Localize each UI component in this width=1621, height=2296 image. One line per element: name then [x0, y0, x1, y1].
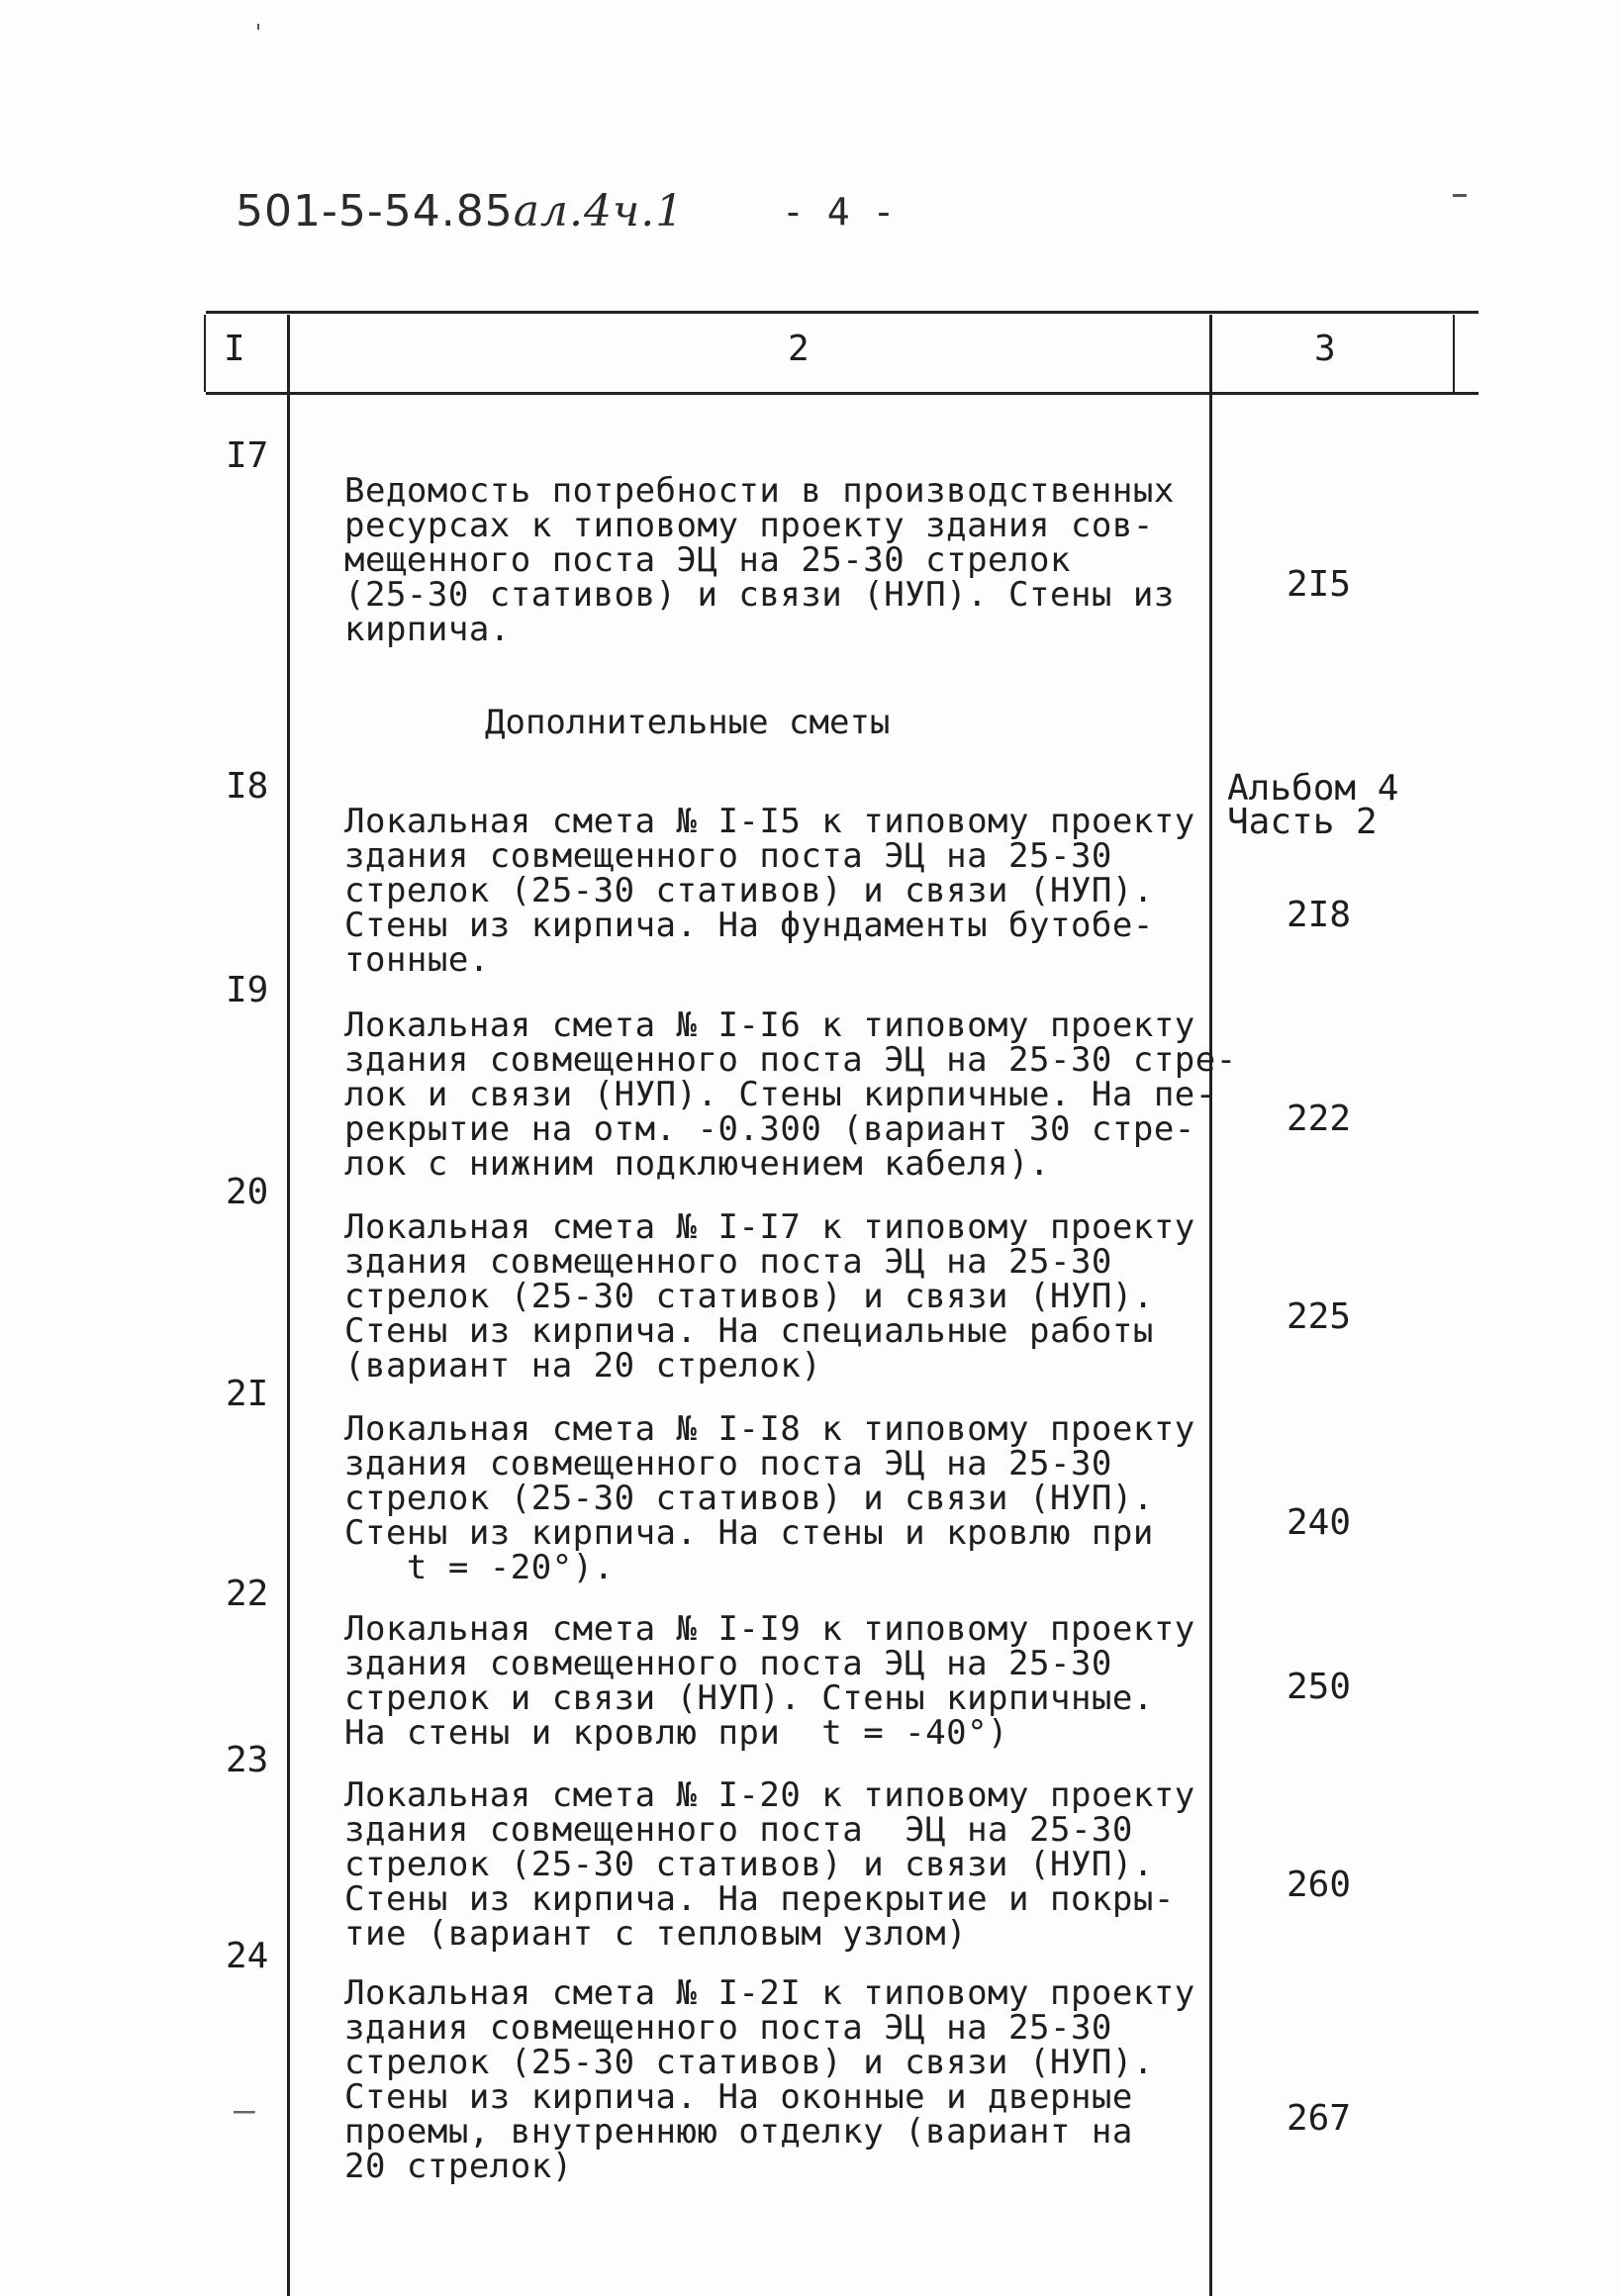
column-divider-right: [1209, 315, 1212, 2296]
page-reference: 240: [1287, 1502, 1352, 1543]
part-reference: Часть 2: [1227, 802, 1378, 842]
row-line: тие (вариант с тепловым узлом): [344, 1914, 968, 1954]
document-code-typed: 501-5-54.85: [236, 186, 514, 237]
row-description: [344, 770, 1195, 978]
row-line: Стены из кирпича. На фундаменты бутобе-: [344, 906, 1154, 945]
row-description: [344, 974, 1237, 1182]
page-reference: 2I5: [1287, 564, 1352, 605]
page-reference: 2I8: [1287, 895, 1352, 935]
column-divider-left: [287, 315, 290, 2296]
scan-speck: [1453, 194, 1467, 197]
row-description: [344, 1744, 1195, 1952]
row-number: I7: [226, 435, 269, 476]
page-reference: 260: [1287, 1865, 1352, 1905]
row-description: [344, 1578, 1195, 1751]
section-title: Дополнительные сметы: [485, 703, 891, 742]
row-number: I8: [226, 766, 269, 807]
row-description: [344, 1942, 1195, 2184]
row-line: проемы, внутреннюю отделку (вариант на: [344, 2112, 1133, 2152]
row-line: Локальная смета № I-I6 к типовому проекту: [344, 1005, 1195, 1045]
row-number: 23: [226, 1740, 269, 1780]
column-header-3: 3: [1314, 329, 1336, 369]
row-line: Локальная смета № I-2I к типовому проекту: [344, 1973, 1195, 2013]
row-line: Локальная смета № I-I7 к типовому проекту: [344, 1207, 1195, 1247]
row-line: Локальная смета № I-20 к типовому проекту: [344, 1775, 1195, 1815]
row-number: I9: [226, 970, 269, 1010]
row-line: Локальная смета № I-I9 к типовому проекту: [344, 1609, 1195, 1649]
row-line: тонные.: [344, 940, 490, 980]
column-header-2: 2: [788, 329, 810, 369]
page-reference: 250: [1287, 1667, 1352, 1707]
row-number: 2I: [226, 1374, 269, 1414]
row-line: здания совмещенного поста ЭЦ на 25-30: [344, 836, 1112, 876]
row-line: Стены из кирпича. На перекрытие и покры-: [344, 1879, 1175, 1919]
scan-speck: [257, 24, 259, 30]
page-reference: 267: [1287, 2098, 1352, 2139]
row-line: Стены из кирпича. На стены и кровлю при: [344, 1513, 1154, 1553]
row-description: [344, 439, 1175, 647]
table-right-edge: [1453, 315, 1455, 392]
document-code: [236, 186, 684, 237]
row-line: здания совмещенного поста ЭЦ на 25-30: [344, 1644, 1112, 1683]
row-line: стрелок (25-30 стативов) и связи (НУП).: [344, 1845, 1154, 1884]
document-code-handwritten: ал.4ч.1: [513, 186, 685, 237]
row-line: t = -20°).: [344, 1548, 615, 1587]
row-line: мещенного поста ЭЦ на 25-30 стрелок: [344, 540, 1071, 580]
row-line: 20 стрелок): [344, 2147, 573, 2186]
row-line: стрелок (25-30 стативов) и связи (НУП).: [344, 1479, 1154, 1518]
row-line: (вариант на 20 стрелок): [344, 1346, 822, 1386]
row-description: [344, 1176, 1195, 1384]
row-line: ресурсах к типовому проекту здания сов-: [344, 506, 1154, 545]
table-header-rule: [206, 392, 1478, 395]
row-description: [344, 1378, 1195, 1585]
row-line: здания совмещенного поста ЭЦ на 25-30 стре-: [344, 1040, 1237, 1080]
row-line: лок и связи (НУП). Стены кирпичные. На пе-: [344, 1075, 1216, 1114]
row-line: кирпича.: [344, 610, 511, 649]
page-reference: 225: [1287, 1296, 1352, 1337]
row-line: Стены из кирпича. На специальные работы: [344, 1311, 1154, 1351]
album-reference: Альбом 4: [1227, 768, 1399, 809]
row-line: На стены и кровлю при t = -40°): [344, 1713, 1009, 1753]
row-number: 20: [226, 1172, 269, 1212]
row-line: Ведомость потребности в производственных: [344, 471, 1175, 511]
row-line: Локальная смета № I-I8 к типовому проекту: [344, 1409, 1195, 1449]
row-number: 24: [226, 1936, 269, 1976]
row-line: Стены из кирпича. На оконные и дверные: [344, 2077, 1133, 2117]
row-line: здания совмещенного поста ЭЦ на 25-30: [344, 1242, 1112, 1282]
row-line: здания совмещенного поста ЭЦ на 25-30: [344, 2008, 1112, 2048]
row-line: стрелок (25-30 стативов) и связи (НУП).: [344, 2043, 1154, 2082]
row-line: рекрытие на отм. -0.300 (вариант 30 стре-: [344, 1109, 1195, 1149]
side-mark: –: [234, 2090, 255, 2131]
table-top-rule: [206, 311, 1478, 314]
row-line: Локальная смета № I-I5 к типовому проекту: [344, 802, 1195, 841]
row-line: здания совмещенного поста ЭЦ на 25-30: [344, 1444, 1112, 1483]
row-line: стрелок и связи (НУП). Стены кирпичные.: [344, 1678, 1154, 1718]
page-reference: 222: [1287, 1099, 1352, 1139]
row-line: (25-30 стативов) и связи (НУП). Стены из: [344, 575, 1175, 615]
row-line: лок с нижним подключением кабеля).: [344, 1144, 1050, 1184]
row-number: 22: [226, 1574, 269, 1614]
row-line: здания совмещенного поста ЭЦ на 25-30: [344, 1810, 1133, 1850]
table-left-edge: [204, 315, 206, 392]
column-header-1: I: [224, 329, 245, 369]
page-number: - 4 -: [782, 190, 896, 234]
row-line: стрелок (25-30 стативов) и связи (НУП).: [344, 871, 1154, 910]
row-line: стрелок (25-30 стативов) и связи (НУП).: [344, 1277, 1154, 1316]
